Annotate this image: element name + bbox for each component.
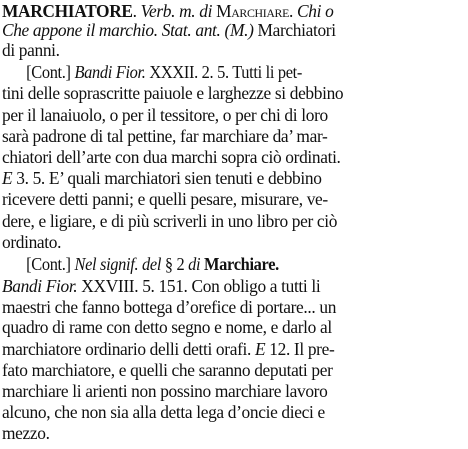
text-segment: MARCHIATORE <box>1 1 133 21</box>
text-segment: fato marchiatore, e quelli che saranno deputati per <box>1 360 333 380</box>
text-line <box>0 380 464 402</box>
text-segment: chiatori dell’arte con dua marchi sopra ciò ordinati. <box>1 147 341 167</box>
text-segment: Bandi Fior. <box>1 276 78 296</box>
text-line <box>0 61 462 83</box>
text-segment: Verb. m. di <box>140 1 217 21</box>
text-segment: E <box>1 168 13 188</box>
text-segment: 12. Il pre- <box>265 339 335 359</box>
text-segment: § 2 <box>161 254 189 274</box>
text-segment: quadro di rame con detto segno e nome, e darlo al <box>1 317 332 337</box>
text-segment: E <box>254 339 266 359</box>
text-segment: alcuno, che non sia alla detta lega d’oncie dieci e <box>1 402 325 422</box>
text-segment: sarà padrone di tal pettine, far marchiare da’ mar- <box>1 126 328 146</box>
text-segment: ordinato. <box>1 232 62 252</box>
text-line <box>0 188 464 210</box>
text-line <box>0 359 464 381</box>
text-segment: di <box>188 254 201 274</box>
text-segment: . <box>289 1 298 21</box>
text-line <box>0 338 464 360</box>
text-segment: marchiatore ordinario delli detti orafi. <box>1 339 255 359</box>
text-segment: maestri che fanno bottega d’orefice di portare... un <box>1 297 337 317</box>
text-line <box>0 104 464 126</box>
text-segment: mezzo. <box>1 423 50 443</box>
text-line <box>0 253 462 275</box>
text-segment: dere, e ligiare, e di più scriverli in uno libro per ciò <box>1 211 338 231</box>
text-segment: Chi o <box>297 1 334 21</box>
text-line <box>0 146 464 168</box>
text-line <box>0 167 464 189</box>
text-segment: XXVIII. 5. 151. Con obligo a tutti li <box>77 276 321 296</box>
text-segment: ricevere detti panni; e quelli pesare, misurare, ve- <box>1 189 328 209</box>
text-segment: di panni. <box>1 40 60 60</box>
text-line <box>0 401 464 423</box>
text-line <box>0 231 464 253</box>
text-line <box>0 82 464 104</box>
text-line <box>0 125 464 147</box>
text-line <box>0 210 464 232</box>
text-segment: [Cont.] <box>26 254 75 274</box>
text-segment: 3. 5. E’ quali marchiatori sien tenuti e debbino <box>12 168 322 188</box>
text-line <box>0 296 464 318</box>
text-line <box>0 275 464 297</box>
text-segment: XXXII. 2. 5. Tutti li pet- <box>145 62 303 82</box>
text-line <box>0 316 464 338</box>
text-segment: Marchiare. <box>200 254 279 274</box>
text-segment: Che appone il marchio. Stat. ant. (M.) <box>1 20 254 40</box>
text-segment: tini delle soprascritte paiuole e larghezze si debbino <box>1 83 344 103</box>
text-segment: Bandi Fior. <box>74 62 146 82</box>
text-segment: Marchiatori <box>253 20 336 40</box>
text-line <box>0 19 464 41</box>
text-line <box>0 39 464 61</box>
text-segment: Marchiare <box>216 1 290 21</box>
text-segment: marchiare li arienti non possino marchiare lavoro <box>1 381 328 401</box>
text-segment: per il lanaiuolo, o per il tessitore, o per chi di loro <box>1 105 328 125</box>
text-segment: [Cont.] <box>26 62 75 82</box>
text-segment: Nel signif. del <box>74 254 162 274</box>
text-segment: . <box>132 1 141 21</box>
text-line <box>0 422 464 444</box>
